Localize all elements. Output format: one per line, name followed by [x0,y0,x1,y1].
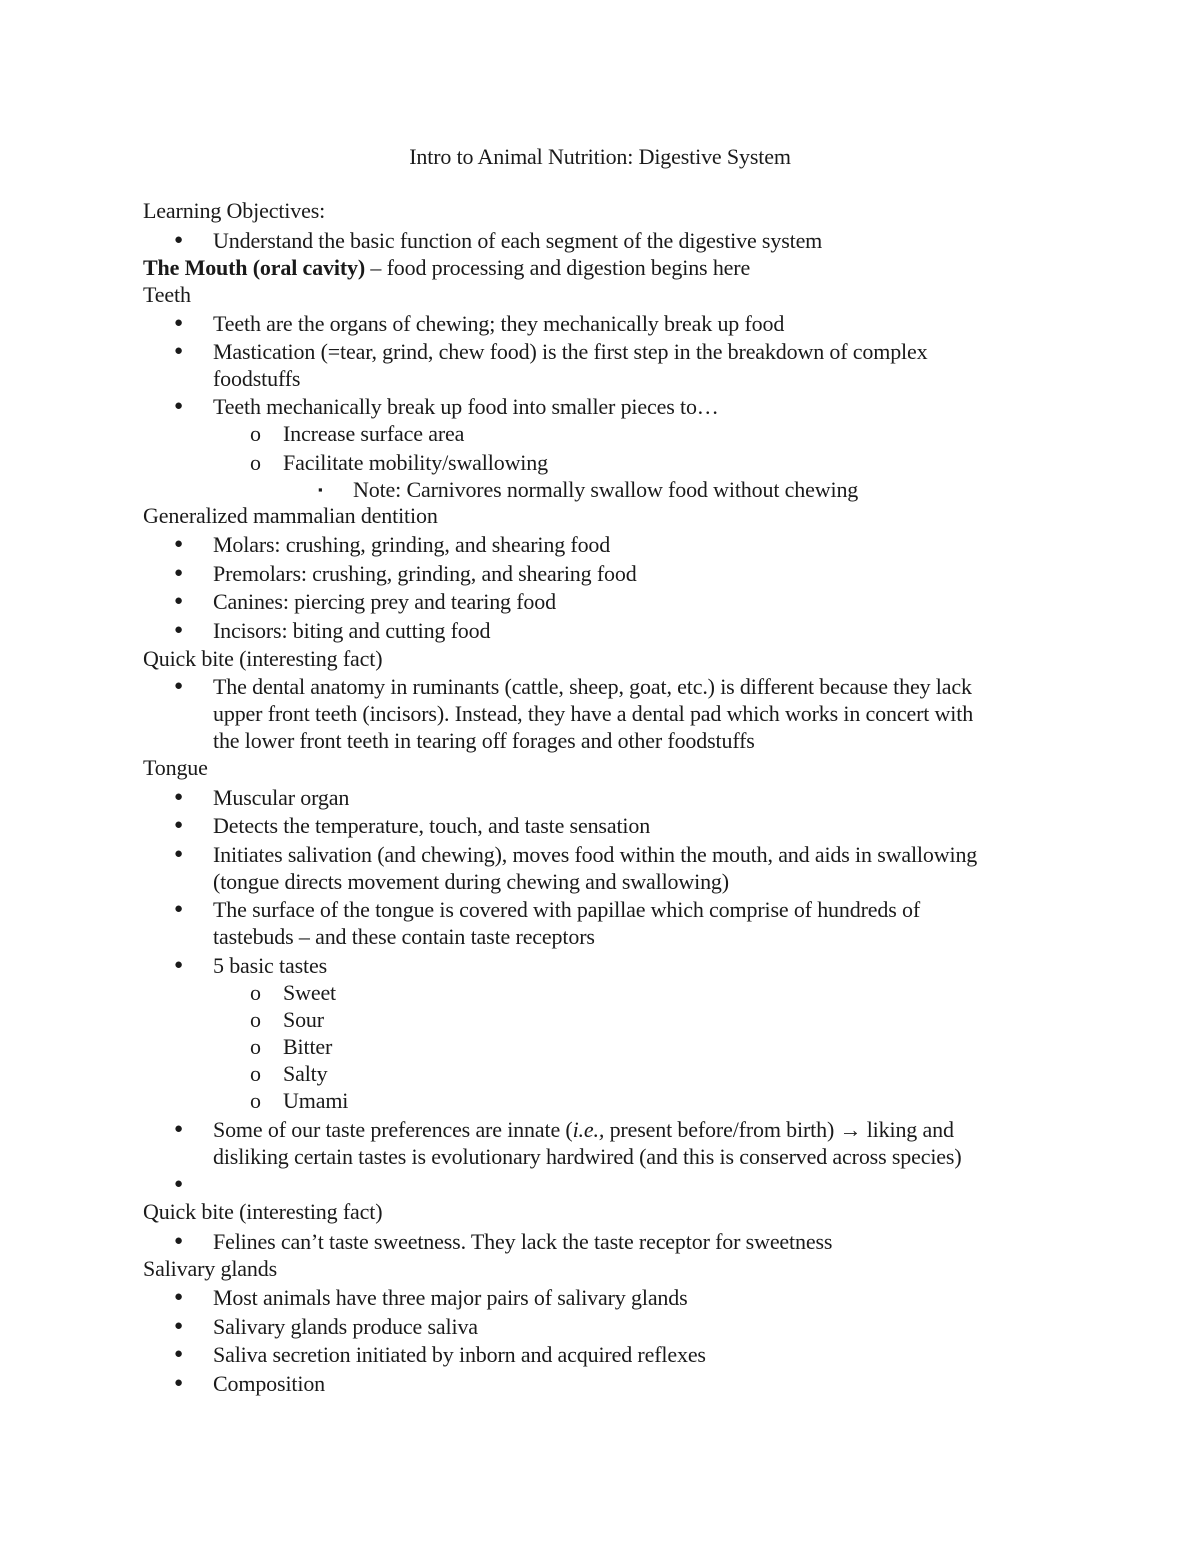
circle-marker: o [250,1061,261,1086]
list-item: The dental anatomy in ruminants (cattle, sheep, goat, etc.) is different because they lack [213,674,972,699]
bullet-marker: ● [174,343,184,359]
circle-marker: o [250,421,261,446]
sub-sub-list-item: Note: Carnivores normally swallow food without chewing [353,477,859,502]
list-item: Understand the basic function of each segment of the digestive system [213,228,823,253]
list-item: Composition [213,1371,326,1396]
sub-list-item: Umami [283,1088,349,1113]
innate-text-c: liking and [861,1117,954,1142]
sub-list-item: Sour [283,1007,324,1032]
list-item: Felines can’t taste sweetness. They lack the taste receptor for sweetness [213,1229,833,1254]
list-item: Incisors: biting and cutting food [213,618,491,643]
list-item-continuation: (tongue directs movement during chewing and swallowing) [213,869,729,894]
bullet-marker: ● [174,1233,184,1249]
bullet-marker: ● [174,678,184,694]
list-item: 5 basic tastes [213,953,327,978]
list-item: The surface of the tongue is covered with papillae which comprise of hundreds of [213,897,921,922]
list-item [213,1116,954,1143]
teeth-heading: Teeth [143,282,191,307]
list-item-continuation: the lower front teeth in tearing off forages and other foodstuffs [213,728,755,753]
bullet-marker: ● [174,565,184,581]
bullet-marker: ● [174,622,184,638]
list-item: Salivary glands produce saliva [213,1314,478,1339]
circle-marker: o [250,980,261,1005]
list-item: Saliva secretion initiated by inborn and acquired reflexes [213,1342,706,1367]
list-item: Detects the temperature, touch, and taste sensation [213,813,651,838]
bullet-marker: ● [174,1121,184,1137]
bullet-marker: ● [174,846,184,862]
quick-bite-heading: Quick bite (interesting fact) [143,646,383,671]
bullet-marker: ● [174,1346,184,1362]
list-item-continuation: upper front teeth (incisors). Instead, they have a dental pad which works in concert with [213,701,974,726]
bullet-marker: ● [174,817,184,833]
bullet-marker: ● [174,1375,184,1391]
innate-text-ie: i.e., [572,1117,605,1142]
bullet-marker: ● [174,232,184,248]
list-item: Teeth are the organs of chewing; they mechanically break up food [213,311,785,336]
innate-text-b: present before/from birth) [604,1117,840,1142]
bullet-marker: ● [174,536,184,552]
square-marker: ▪ [318,482,323,497]
list-item-continuation: tastebuds – and these contain taste receptors [213,924,595,949]
bullet-marker: ● [174,901,184,917]
sub-list-item: Salty [283,1061,328,1086]
list-item: Mastication (=tear, grind, chew food) is the first step in the breakdown of complex [213,339,928,364]
mouth-heading-bold: The Mouth (oral cavity) [143,255,366,280]
bullet-marker: ● [174,789,184,805]
circle-marker: o [250,1007,261,1032]
circle-marker: o [250,1034,261,1059]
bullet-marker: ● [174,1318,184,1334]
circle-marker: o [250,450,261,475]
sub-list-item: Increase surface area [283,421,465,446]
list-item-continuation: disliking certain tastes is evolutionary hardwired (and this is conserved across species) [213,1144,962,1169]
sub-list-item: Bitter [283,1034,333,1059]
salivary-heading: Salivary glands [143,1256,278,1281]
list-item: Initiates salivation (and chewing), moves food within the mouth, and aids in swallowing [213,842,978,867]
list-item: Molars: crushing, grinding, and shearing food [213,532,611,557]
list-item: Premolars: crushing, grinding, and shearing food [213,561,637,586]
empty-bullet-marker: ● [174,1176,184,1192]
bullet-marker: ● [174,593,184,609]
page-title: Intro to Animal Nutrition: Digestive System [409,144,791,169]
learning-objectives-heading: Learning Objectives: [143,198,326,223]
sub-list-item: Sweet [283,980,337,1005]
circle-marker: o [250,1088,261,1113]
mouth-heading [143,254,750,281]
list-item: Muscular organ [213,785,350,810]
sub-list-item: Facilitate mobility/swallowing [283,450,548,475]
arrow-icon: → [839,1117,862,1142]
mouth-heading-rest: – food processing and digestion begins here [365,255,751,280]
bullet-marker: ● [174,1289,184,1305]
tongue-heading: Tongue [143,755,208,780]
bullet-marker: ● [174,957,184,973]
quick-bite-heading: Quick bite (interesting fact) [143,1199,383,1224]
bullet-marker: ● [174,315,184,331]
bullet-marker: ● [174,398,184,414]
list-item: Teeth mechanically break up food into smaller pieces to… [213,394,719,419]
list-item: Canines: piercing prey and tearing food [213,589,556,614]
dentition-heading: Generalized mammalian dentition [143,503,438,528]
list-item: Most animals have three major pairs of salivary glands [213,1285,688,1310]
list-item-continuation: foodstuffs [213,366,301,391]
innate-text-a: Some of our taste preferences are innate ( [213,1117,573,1142]
